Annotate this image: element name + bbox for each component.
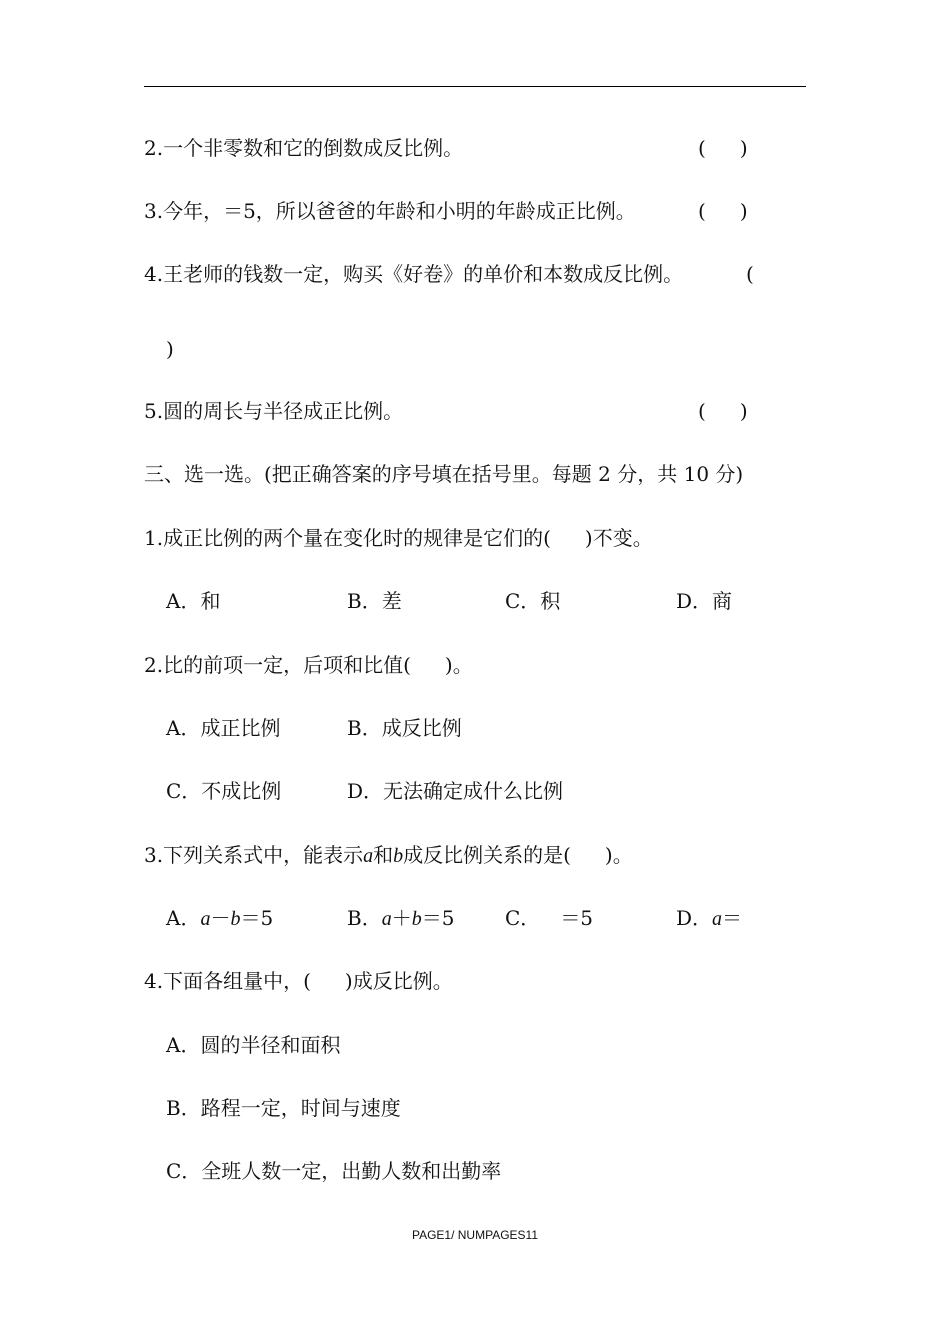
judge-q4-open-paren[interactable] [746,261,754,287]
header-rule [144,86,806,87]
open-paren: ( [698,136,706,160]
mc-q3-option-d[interactable] [676,905,742,932]
mc-q2-stem: 2.比的前项一定，后项和比值( [144,653,411,677]
var-a: a [363,845,374,867]
mc-q3-stem-end: )。 [604,843,633,867]
minus-sign: － [210,906,231,930]
mc-q3-and: 和 [373,843,394,867]
option-label: B． [347,906,382,930]
judge-q4-text: 4.王老师的钱数一定，购买《好卷》的单价和本数成反比例。 [144,262,684,286]
plus-sign: ＋ [391,906,412,930]
section-3-title: 三、选一选。(把正确答案的序号填在括号里。每题 2 分，共 10 分) [144,462,744,486]
mc-q4-stem: 4.下面各组量中，( [144,969,311,993]
mc-q4-option-a[interactable]: A．圆的半径和面积 [166,1033,341,1057]
var-b: b [393,845,404,867]
close-paren: ) [739,199,748,223]
open-paren: ( [698,199,706,223]
open-paren: ( [698,399,706,423]
mc-q1-option-c[interactable]: C．积 [505,589,561,613]
mc-q3-stem-mid: 成反比例关系的是( [403,843,571,867]
mc-q2-option-d[interactable]: D．无法确定成什么比例 [347,779,564,803]
mc-q3-option-b[interactable] [347,905,454,932]
option-label: A． [166,906,201,930]
page-footer: PAGE1/ NUMPAGES11 [411,1228,539,1242]
judge-q3-answer-bracket[interactable] [698,198,748,224]
option-rest: ＝5 [421,906,455,930]
mc-q1-option-b[interactable]: B．差 [347,589,402,613]
mc-q2-option-a[interactable]: A．成正比例 [166,716,281,740]
option-rest: ＝5 [560,906,594,930]
judge-q3-text: 3.今年，＝5，所以爸爸的年龄和小明的年龄成正比例。 [144,199,636,223]
judge-q4-close-paren [166,336,174,362]
mc-q4 [144,968,453,994]
mc-q1-option-d[interactable]: D．商 [676,589,733,613]
option-label: C． [505,906,541,930]
close-paren: ) [166,337,174,361]
mc-q1-stem-end: )不变。 [584,526,653,550]
var-a: a [712,908,723,930]
mc-q2-stem-end: )。 [444,653,473,677]
mc-q4-option-b[interactable]: B．路程一定，时间与速度 [166,1096,401,1120]
judge-q3 [144,198,636,224]
mc-q4-stem-end: )成反比例。 [344,969,453,993]
mc-q3-stem: 3.下列关系式中，能表示 [144,843,364,867]
mc-q1 [144,525,653,551]
mc-q2-option-b[interactable]: B．成反比例 [347,716,462,740]
option-rest: ＝ [722,906,743,930]
var-a: a [200,908,211,930]
mc-q3-option-a[interactable] [166,905,273,932]
mc-q2-option-c[interactable]: C．不成比例 [166,779,282,803]
judge-q5 [144,398,403,424]
option-rest: ＝5 [240,906,274,930]
judge-q2 [144,135,463,161]
judge-q4 [144,261,683,287]
judge-q5-text: 5.圆的周长与半径成正比例。 [144,399,404,423]
mc-q1-option-a[interactable]: A．和 [166,589,221,613]
var-b: b [411,908,422,930]
judge-q2-text: 2.一个非零数和它的倒数成反比例。 [144,136,464,160]
mc-q3-option-c[interactable] [505,905,593,931]
close-paren: ) [739,399,748,423]
mc-q1-stem: 1.成正比例的两个量在变化时的规律是它们的( [144,526,551,550]
judge-q2-answer-bracket[interactable] [698,135,748,161]
judge-q5-answer-bracket[interactable] [698,398,748,424]
option-label: D． [676,906,713,930]
open-paren: ( [746,262,754,286]
mc-q3 [144,842,633,869]
close-paren: ) [739,136,748,160]
var-b: b [230,908,241,930]
mc-q4-option-c[interactable]: C．全班人数一定，出勤人数和出勤率 [166,1159,502,1183]
var-a: a [381,908,392,930]
mc-q2 [144,652,473,678]
